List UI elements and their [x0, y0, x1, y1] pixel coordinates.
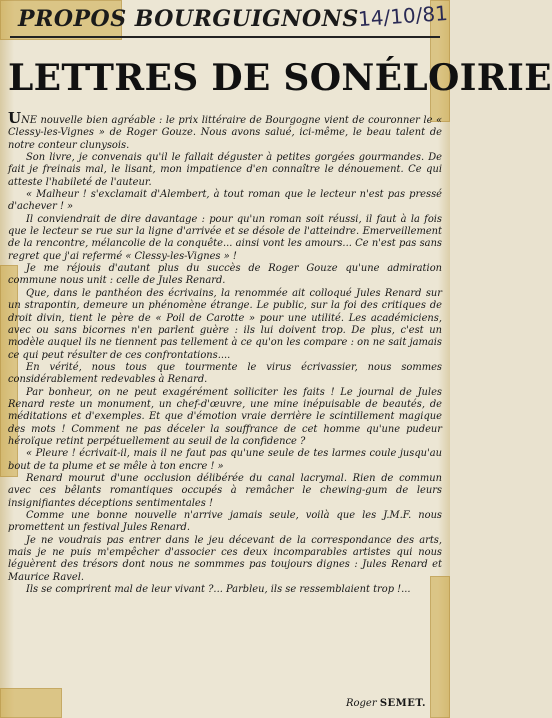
header-rule: [10, 36, 440, 38]
paragraph: Il conviendrait de dire davantage : pour qu'un roman soit réussi, il faut à la fois que le lecteur se rue sur la ligne d'arrivée et se désole de l'atteindre. Emerveillement de la rencontre, mélancolie de la conquête... ainsi vont les amours... Ce n'est pas sans regret que j'ai refermé « Clessy-les-Vignes » !: [8, 213, 442, 262]
paragraph: Je me réjouis d'autant plus du succès de Roger Gouze qu'une admiration commune nous unit : celle de Jules Renard.: [8, 263, 442, 287]
handwritten-date: 14/10/81: [357, 0, 449, 32]
paragraph: Par bonheur, on ne peut exagérément solliciter les faits ! Le journal de Jules Renard reste un monument, un chef-d'œuvre, une mine inépuisable de beautés, de méditations et d'exemples. Et que d'émotion vraie derrière le scintillement magique des mots ! Comment ne pas déceler la souffrance de cet homme qu'une pudeur héroïque retint perpétuellement au seuil de la confidence ?: [8, 386, 442, 447]
paragraph: En vérité, nous tous que tourmente le virus écrivassier, nous sommes considérablement redevables à Renard.: [8, 361, 442, 386]
adhesive-tape: [0, 688, 62, 718]
paragraph: Comme une bonne nouvelle n'arrive jamais seule, voilà que les J.M.F. nous promettent un festival Jules Renard.: [8, 510, 442, 534]
paragraph: [8, 109, 442, 152]
article-title: LETTRES DE SONÉLOIRIE: [8, 57, 552, 99]
author-signature: [346, 698, 426, 709]
paragraph-text: NE nouvelle bien agréable : le prix littéraire de Bourgogne vient de couronner le « Clessy-les-Vignes » de Roger Gouze. Nous avons salué, ici-même, le beau talent de notre conteur clunysois.: [8, 115, 442, 151]
paragraph: « Pleure ! écrivait-il, mais il ne faut pas qu'une seule de tes larmes coule jusqu'au bout de ta plume et se mêle à ton encre ! »: [8, 448, 442, 472]
adhesive-tape: [430, 576, 450, 718]
drop-cap: U: [8, 109, 22, 127]
paragraph: Ils se comprirent mal de leur vivant ?... Parbleu, ils se ressemblaient trop !...: [26, 584, 411, 596]
paragraph: Renard mourut d'une occlusion délibérée du canal lacrymal. Rien de commun avec ces bêlants romantiques occupés à remâcher le chewing-gum de leurs insignifiantes déceptions sentimentales !: [8, 472, 442, 509]
paragraph: « Malheur ! s'exclamait d'Alembert, à tout roman que le lecteur n'est pas pressé d'achever ! »: [8, 189, 442, 213]
author-surname: SEMET.: [379, 698, 426, 709]
header-row: [18, 0, 449, 34]
article-body: [8, 109, 442, 596]
paragraph: Son livre, je convenais qu'il le fallait déguster à petites gorgées gourmandes. De fait je freinais mal, le lisant, mon impatience d'en connaître le dénouement. Ce qui atteste l'habileté de l'auteur.: [8, 152, 442, 188]
column-rubric: PROPOS BOURGUIGNONS: [18, 6, 359, 32]
author-first-name: Roger: [345, 698, 377, 709]
paragraph: Que, dans le panthéon des écrivains, la renommée ait colloqué Jules Renard sur un strapontin, demeure un phénomène étrange. Le public, sur la foi des critiques de droit divin, tient le père de « Poil de Carotte » pour une utilité. Les académiciens, avec ou sans bicornes n'en parlent guère : ils lui doivent trop. De plus, c'est un modèle auquel ils ne tiennent pas tellement à ce qu'on les compare : on ne sait jamais ce qui peut résulter de ces confrontations....: [8, 287, 442, 361]
paragraph: Je ne voudrais pas entrer dans le jeu décevant de la correspondance des arts, mais je ne puis m'empêcher d'associer ces deux incomparables artistes qui nous léguèrent des trésors dont nous ne sommmes pas toujours dignes : Jules Renard et Maurice Ravel.: [8, 534, 442, 583]
